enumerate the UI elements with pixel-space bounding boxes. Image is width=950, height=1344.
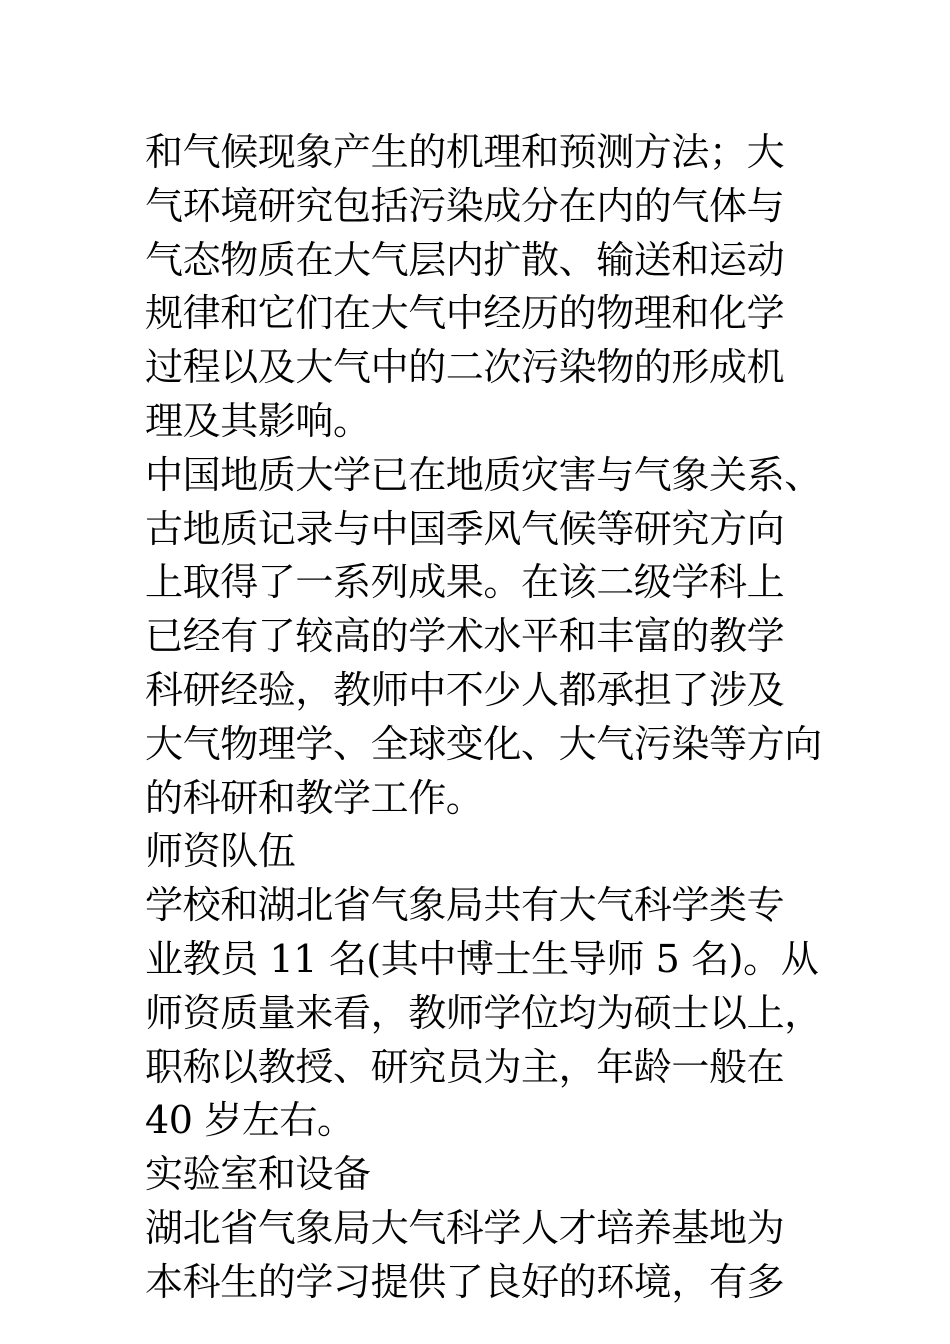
paragraph-lab <box>145 1202 845 1310</box>
text-line: 过程以及大气中的二次污染物的形成机 <box>145 345 785 390</box>
text-line: 理及其影响。 <box>145 398 371 443</box>
text-line: 气态物质在大气层内扩散、输送和运动 <box>145 237 785 282</box>
text-line: 师资质量来看，教师学位均为硕士以上， <box>145 990 822 1035</box>
text-line: 湖北省气象局大气科学人才培养基地为 <box>145 1205 785 1250</box>
text-line: 规律和它们在大气中经历的物理和化学 <box>145 291 785 336</box>
text-line: 科研经验，教师中不少人都承担了涉及 <box>145 667 785 712</box>
section-heading-faculty: 师资队伍 <box>145 829 296 874</box>
text-line: 古地质记录与中国季风气候等研究方向 <box>145 506 785 551</box>
document-body <box>145 126 845 1310</box>
text-line: 职称以教授、研究员为主，年龄一般在 <box>145 1044 785 1089</box>
paragraph-faculty <box>145 879 845 1148</box>
text-line: 气环境研究包括污染成分在内的气体与 <box>145 183 785 228</box>
text-line: 上取得了一系列成果。在该二级学科上 <box>145 560 785 605</box>
text-line: 业教员 11 名(其中博士生导师 5 名)。从 <box>145 936 819 981</box>
text-line: 大气物理学、全球变化、大气污染等方向 <box>145 721 822 766</box>
paragraph-mechanism <box>145 126 845 449</box>
section-heading-lab: 实验室和设备 <box>145 1152 371 1197</box>
text-line: 和气候现象产生的机理和预测方法；大 <box>145 130 785 174</box>
text-line: 的科研和教学工作。 <box>145 775 484 820</box>
text-line: 40 岁左右。 <box>145 1098 355 1143</box>
text-line: 中国地质大学已在地质灾害与气象关系、 <box>145 452 822 497</box>
paragraph-achievements <box>145 449 845 826</box>
text-line: 学校和湖北省气象局共有大气科学类专 <box>145 883 785 928</box>
text-line: 已经有了较高的学术水平和丰富的教学 <box>145 614 785 659</box>
text-line: 本科生的学习提供了良好的环境，有多 <box>145 1259 785 1304</box>
